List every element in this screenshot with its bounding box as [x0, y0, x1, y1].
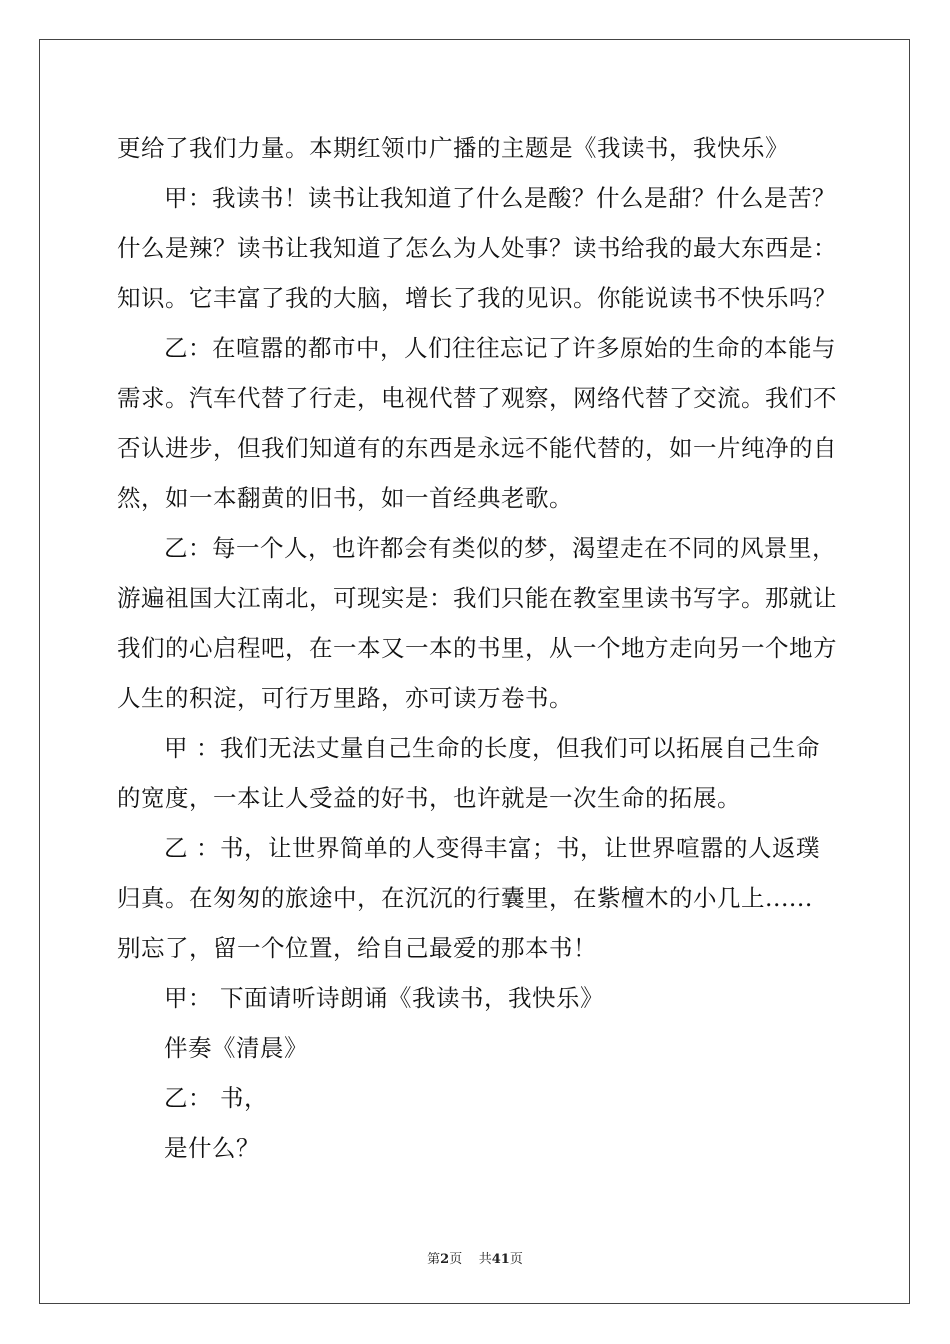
footer-total-suffix: 页 [509, 1252, 523, 1267]
text-line: 否认进步，但我们知道有的东西是永远不能代替的，如一片纯净的自 [117, 434, 837, 462]
text-line: 甲 ：我们无法丈量自己生命的长度，但我们可以拓展自己生命 [164, 734, 820, 762]
footer-page-number: 2 [440, 1252, 450, 1267]
text-line: 乙：在喧嚣的都市中，人们往往忘记了许多原始的生命的本能与 [164, 334, 836, 362]
document-body [117, 123, 837, 1173]
text-line: 是什么？ [164, 1134, 260, 1162]
footer-page-prefix: 第 [427, 1252, 441, 1267]
text-line: 伴奏《清晨》 [164, 1034, 308, 1062]
text-line: 知识。它丰富了我的大脑，增长了我的见识。你能说读书不快乐吗？ [117, 284, 837, 312]
footer-page-suffix: 页 [449, 1252, 463, 1267]
text-line: 甲： 下面请听诗朗诵《我读书，我快乐》 [164, 984, 604, 1012]
text-line: 我们的心启程吧，在一本又一本的书里，从一个地方走向另一个地方 [117, 634, 837, 662]
text-line: 然，如一本翻黄的旧书，如一首经典老歌。 [117, 484, 573, 512]
text-line: 甲：我读书！读书让我知道了什么是酸？什么是甜？什么是苦？ [164, 184, 836, 212]
text-line: 乙： 书， [164, 1084, 268, 1112]
text-line: 需求。汽车代替了行走，电视代替了观察，网络代替了交流。我们不 [117, 384, 837, 412]
text-line: 人生的积淀，可行万里路，亦可读万卷书。 [117, 684, 573, 712]
footer-total-prefix: 共 [478, 1252, 492, 1267]
text-line: 别忘了，留一个位置，给自己最爱的那本书！ [117, 934, 597, 962]
text-line: 什么是辣？读书让我知道了怎么为人处事？读书给我的最大东西是： [117, 234, 837, 262]
text-line: 的宽度，一本让人受益的好书，也许就是一次生命的拓展。 [117, 784, 741, 812]
text-line: 乙：每一个人，也许都会有类似的梦，渴望走在不同的风景里， [164, 534, 836, 562]
page-footer [0, 1248, 950, 1267]
text-line: 归真。在匆匆的旅途中，在沉沉的行囊里，在紫檀木的小几上...... [117, 884, 813, 912]
footer-total-pages: 41 [491, 1252, 510, 1267]
text-line: 乙 ：书，让世界简单的人变得丰富；书，让世界喧嚣的人返璞 [164, 834, 820, 862]
text-line: 更给了我们力量。本期红领巾广播的主题是《我读书，我快乐》 [117, 134, 789, 162]
text-line: 游遍祖国大江南北，可现实是：我们只能在教室里读书写字。那就让 [117, 584, 837, 612]
